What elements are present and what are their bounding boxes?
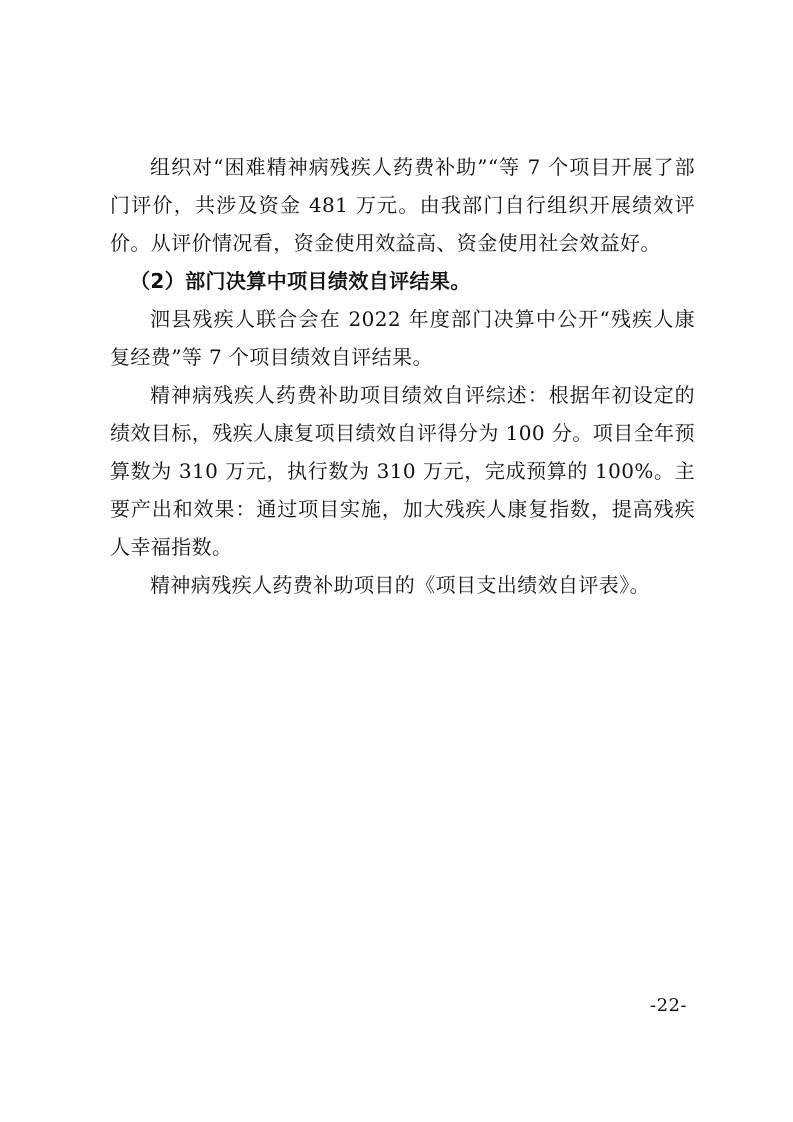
- paragraph-disclosure: 泗县残疾人联合会在 2022 年度部门决算中公开“残疾人康复经费”等 7 个项目绩效自评结果。: [110, 307, 695, 369]
- paragraph-project-overview: 精神病残疾人药费补助项目绩效自评综述：根据年初设定的绩效目标，残疾人康复项目绩效自评得分为 100 分。项目全年预算数为 310 万元，执行数为 310 万元，完成预算的 100%。主要产出和效果：通过项目实施，加大残疾人康复指数，提高残疾人幸福指数。: [110, 383, 695, 559]
- document-body: [110, 148, 695, 604]
- section-heading-self-evaluation: （2）部门决算中项目绩效自评结果。: [130, 269, 471, 293]
- paragraph-evaluation-summary: 组织对“困难精神病残疾人药费补助”“等 7 个项目开展了部门评价，共涉及资金 481 万元。由我部门自行组织开展绩效评价。从评价情况看，资金使用效益高、资金使用社会效益好。: [110, 155, 695, 255]
- page-number: -22-: [650, 995, 688, 1016]
- paragraph-evaluation-table-reference: 精神病残疾人药费补助项目的《项目支出绩效自评表》。: [150, 573, 650, 597]
